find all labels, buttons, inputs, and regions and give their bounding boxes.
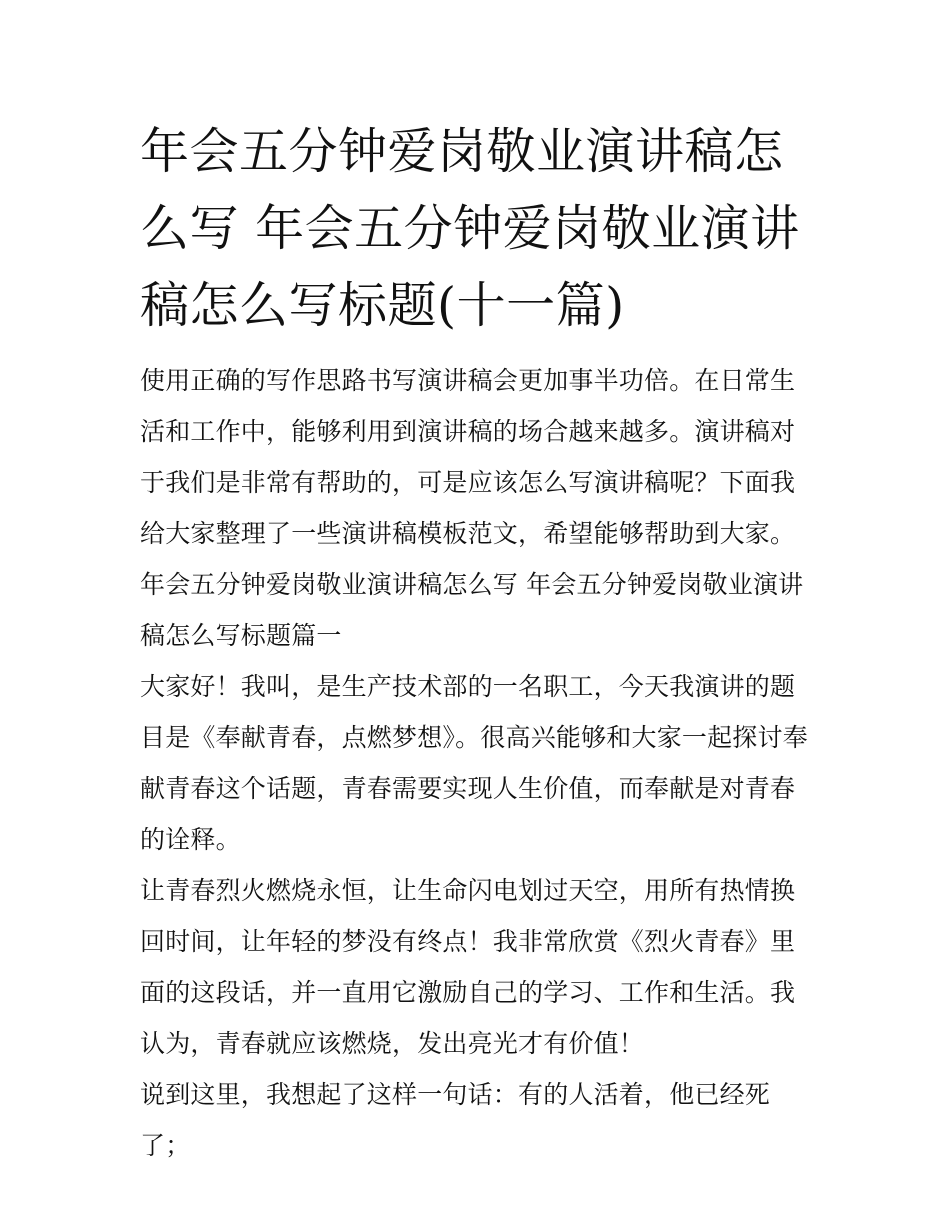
paragraph-intro: 使用正确的写作思路书写演讲稿会更加事半功倍。在日常生活和工作中，能够利用到演讲稿的场合越来越多。演讲稿对于我们是非常有帮助的，可是应该怎么写演讲稿呢？下面我给大家整理了一些演讲稿模板范文，希望能够帮助到大家。 — [140, 366, 796, 548]
paragraph-continuation: 说到这里，我想起了这样一句话：有的人活着，他已经死了； — [140, 1080, 771, 1160]
paragraph-quote: 让青春烈火燃烧永恒，让生命闪电划过天空，用所有热情换回时间，让年轻的梦没有终点！我非常欣赏《烈火青春》里面的这段话，并一直用它激励自己的学习、工作和生活。我认为，青春就应该燃烧，发出亮光才有价值！ — [140, 876, 796, 1058]
paragraph-greeting: 大家好！我叫，是生产技术部的一名职工，今天我演讲的题目是《奉献青春，点燃梦想》。很高兴能够和大家一起探讨奉献青春这个话题，青春需要实现人生价值，而奉献是对青春的诠释。 — [140, 672, 808, 854]
document-body — [140, 355, 820, 1171]
document-title: 年会五分钟爱岗敬业演讲稿怎么写 年会五分钟爱岗敬业演讲稿怎么写标题(十一篇) — [140, 123, 800, 334]
paragraph-section-heading: 年会五分钟爱岗敬业演讲稿怎么写 年会五分钟爱岗敬业演讲稿怎么写标题篇一 — [140, 570, 804, 650]
